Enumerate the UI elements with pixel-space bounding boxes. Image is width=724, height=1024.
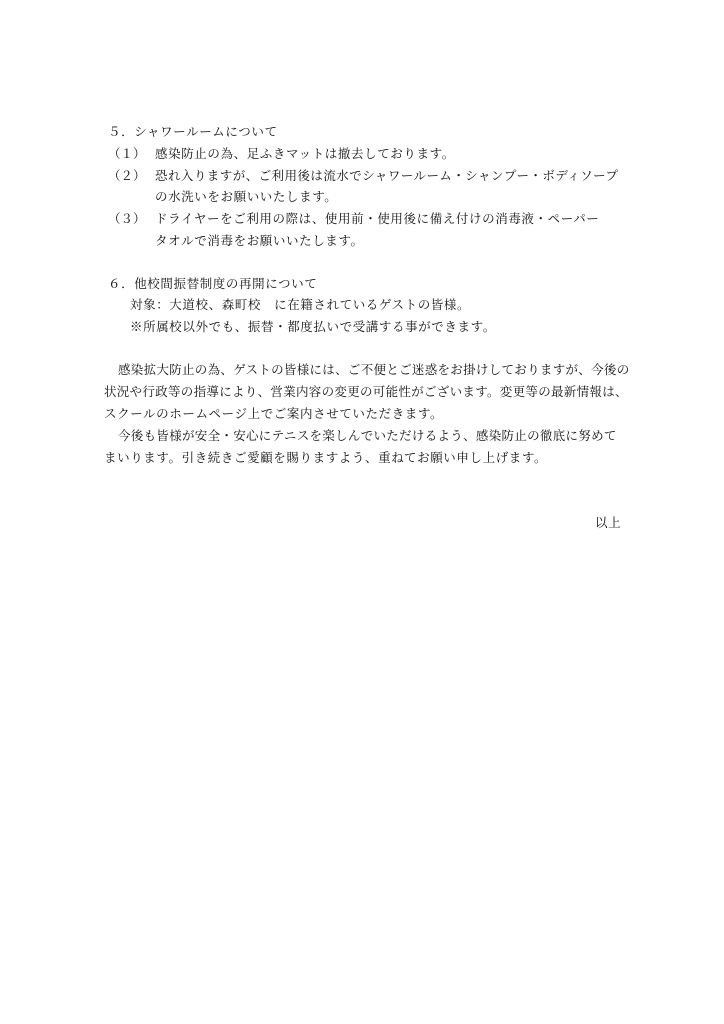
closing-p2-line-1: 今後も皆様が安全・安心にテニスを楽しんでいただけるよう、感染防止の徹底に努めて — [118, 428, 617, 443]
section-6-note-line: ※所属校以外でも、振替・都度払いで受講する事ができます。 — [130, 319, 496, 334]
item-2-line-1: 恐れ入りますが、ご利用後は流水でシャワールーム・シャンプー・ボディソープ — [155, 168, 619, 183]
closing-p1-line-1: 感染拡大防止の為、ゲストの皆様には、ご不便とご迷惑をお掛けしておりますが、今後の — [118, 362, 630, 377]
section-6-heading: ６．他校間振替制度の再開について — [108, 276, 318, 291]
item-1-number: （１） — [108, 146, 146, 161]
item-1-line-1: 感染防止の為、足ふきマットは撤去しております。 — [155, 146, 455, 161]
item-3-number: （３） — [108, 211, 146, 226]
closing-p1-line-2: 状況や行政等の指導により、営業内容の変更の可能性がございます。変更等の最新情報は、 — [104, 384, 628, 399]
closing-p1-line-3: スクールのホームページ上でご案内させていただきます。 — [104, 406, 444, 421]
signoff: 以上 — [595, 515, 622, 530]
item-3-line-1: ドライヤーをご利用の際は、使用前・使用後に備え付けの消毒液・ペーパー — [155, 211, 600, 226]
closing-p2-line-2: まいります。引き続きご愛顧を賜りますよう、重ねてお願い申し上げます。 — [104, 450, 548, 465]
item-2-number: （２） — [108, 168, 146, 183]
section-5-heading: ５．シャワールームについて — [108, 124, 278, 139]
section-6-target-line: 対象：大道校、森町校 に在籍されているゲストの皆様。 — [130, 297, 471, 312]
item-2-line-2: の水洗いをお願いいたします。 — [155, 189, 338, 204]
item-3-line-2: タオルで消毒をお願いいたします。 — [155, 233, 364, 248]
